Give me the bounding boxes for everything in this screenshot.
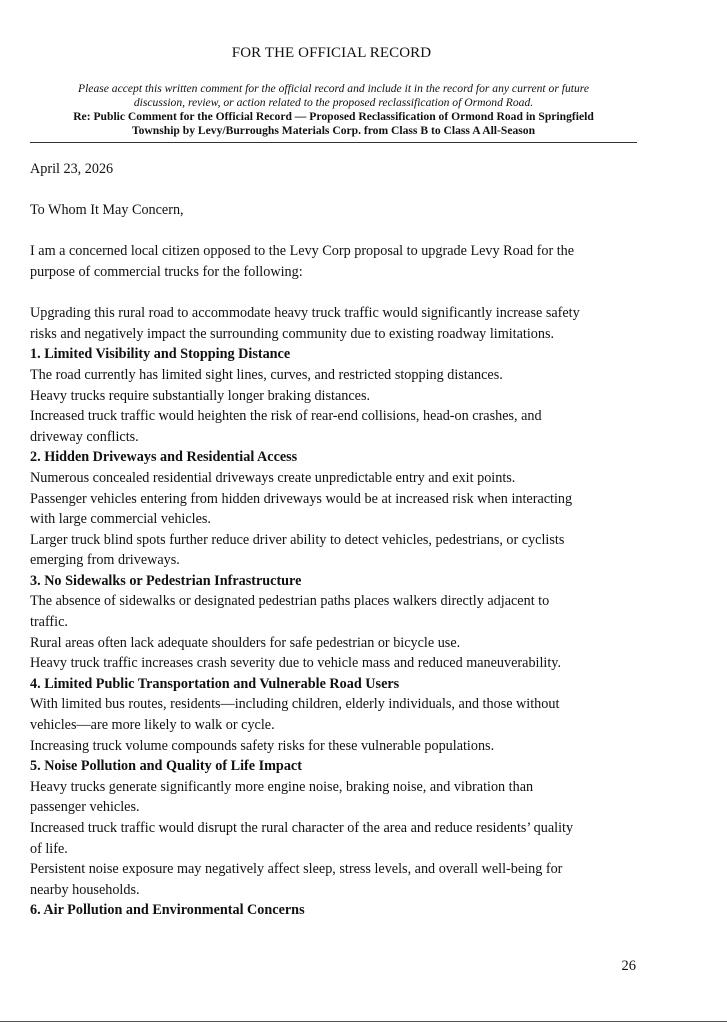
section-line: driveway conflicts. bbox=[30, 428, 139, 445]
summary-line: risks and negatively impact the surrounding community due to existing roadway limitations. bbox=[30, 325, 555, 342]
section-line: Increasing truck volume compounds safety risks for these vulnerable populations. bbox=[30, 737, 495, 754]
subject-line-2: Township by Levy/Burroughs Materials Corp. from Class B to Class A All-Season bbox=[131, 124, 536, 137]
section-line: vehicles—are more likely to walk or cycle. bbox=[30, 717, 275, 734]
record-header bbox=[30, 82, 637, 138]
section-line: Increased truck traffic would disrupt the rural character of the area and reduce residents’ quality bbox=[30, 820, 574, 836]
header-divider bbox=[30, 142, 637, 143]
section-line: Increased truck traffic would heighten the risk of rear-end collisions, head-on crashes, and bbox=[30, 408, 542, 425]
section-heading: 4. Limited Public Transportation and Vulnerable Road Users bbox=[30, 675, 400, 692]
spacer bbox=[30, 283, 640, 304]
spacer bbox=[30, 221, 640, 242]
section-line: With limited bus routes, residents—including children, elderly individuals, and those without bbox=[30, 696, 560, 713]
section-heading: 1. Limited Visibility and Stopping Distance bbox=[30, 346, 291, 363]
subject-line-1: Re: Public Comment for the Official Record — Proposed Reclassification of Ormond Road in Springfield bbox=[73, 110, 594, 123]
section-line: nearby households. bbox=[30, 881, 140, 898]
section-line: with large commercial vehicles. bbox=[30, 511, 211, 528]
section-heading: 2. Hidden Driveways and Residential Access bbox=[30, 449, 298, 466]
intro-note-line-2: discussion, review, or action related to the proposed reclassification of Ormond Road. bbox=[133, 96, 534, 109]
letter-date: April 23, 2026 bbox=[30, 161, 114, 177]
summary-line: Upgrading this rural road to accommodate heavy truck traffic would significantly increase safety bbox=[30, 305, 580, 322]
section-line: The absence of sidewalks or designated pedestrian paths places walkers directly adjacent to bbox=[30, 593, 550, 610]
section-line: The road currently has limited sight lines, curves, and restricted stopping distances. bbox=[30, 366, 503, 383]
section-line: Heavy trucks require substantially longer braking distances. bbox=[30, 387, 371, 404]
page-bottom-edge bbox=[0, 1021, 727, 1022]
section-line: Larger truck blind spots further reduce driver ability to detect vehicles, pedestrians, or cyclists bbox=[30, 531, 565, 548]
section-heading: 6. Air Pollution and Environmental Concerns bbox=[30, 902, 305, 919]
salutation: To Whom It May Concern, bbox=[30, 202, 184, 219]
section-line: Heavy truck traffic increases crash severity due to vehicle mass and reduced maneuverability. bbox=[30, 655, 562, 672]
section-line: of life. bbox=[30, 840, 68, 857]
section-line: passenger vehicles. bbox=[30, 799, 140, 816]
record-title: FOR THE OFFICIAL RECORD bbox=[231, 45, 432, 61]
intro-note-line-1: Please accept this written comment for the official record and include it in the record for any current or future bbox=[78, 82, 589, 95]
spacer bbox=[30, 180, 640, 201]
section-line: Persistent noise exposure may negatively affect sleep, stress levels, and overall well-being for bbox=[30, 861, 563, 878]
section-line: Numerous concealed residential driveways create unpredictable entry and exit points. bbox=[30, 469, 516, 486]
section-line: Heavy trucks generate significantly more engine noise, braking noise, and vibration than bbox=[30, 778, 534, 795]
section-line: Passenger vehicles entering from hidden driveways would be at increased risk when interacting bbox=[30, 490, 573, 507]
section-line: emerging from driveways. bbox=[30, 552, 180, 569]
section-heading: 5. Noise Pollution and Quality of Life Impact bbox=[30, 758, 302, 775]
page-number: 26 bbox=[621, 958, 636, 974]
section-line: Rural areas often lack adequate shoulders for safe pedestrian or bicycle use. bbox=[30, 634, 461, 651]
section-heading: 3. No Sidewalks or Pedestrian Infrastructure bbox=[30, 572, 302, 589]
opening-line: I am a concerned local citizen opposed to the Levy Corp proposal to upgrade Levy Road for the bbox=[30, 243, 575, 260]
section-line: traffic. bbox=[30, 614, 68, 631]
opening-line: purpose of commercial trucks for the following: bbox=[30, 263, 303, 280]
letter-body bbox=[30, 159, 640, 921]
